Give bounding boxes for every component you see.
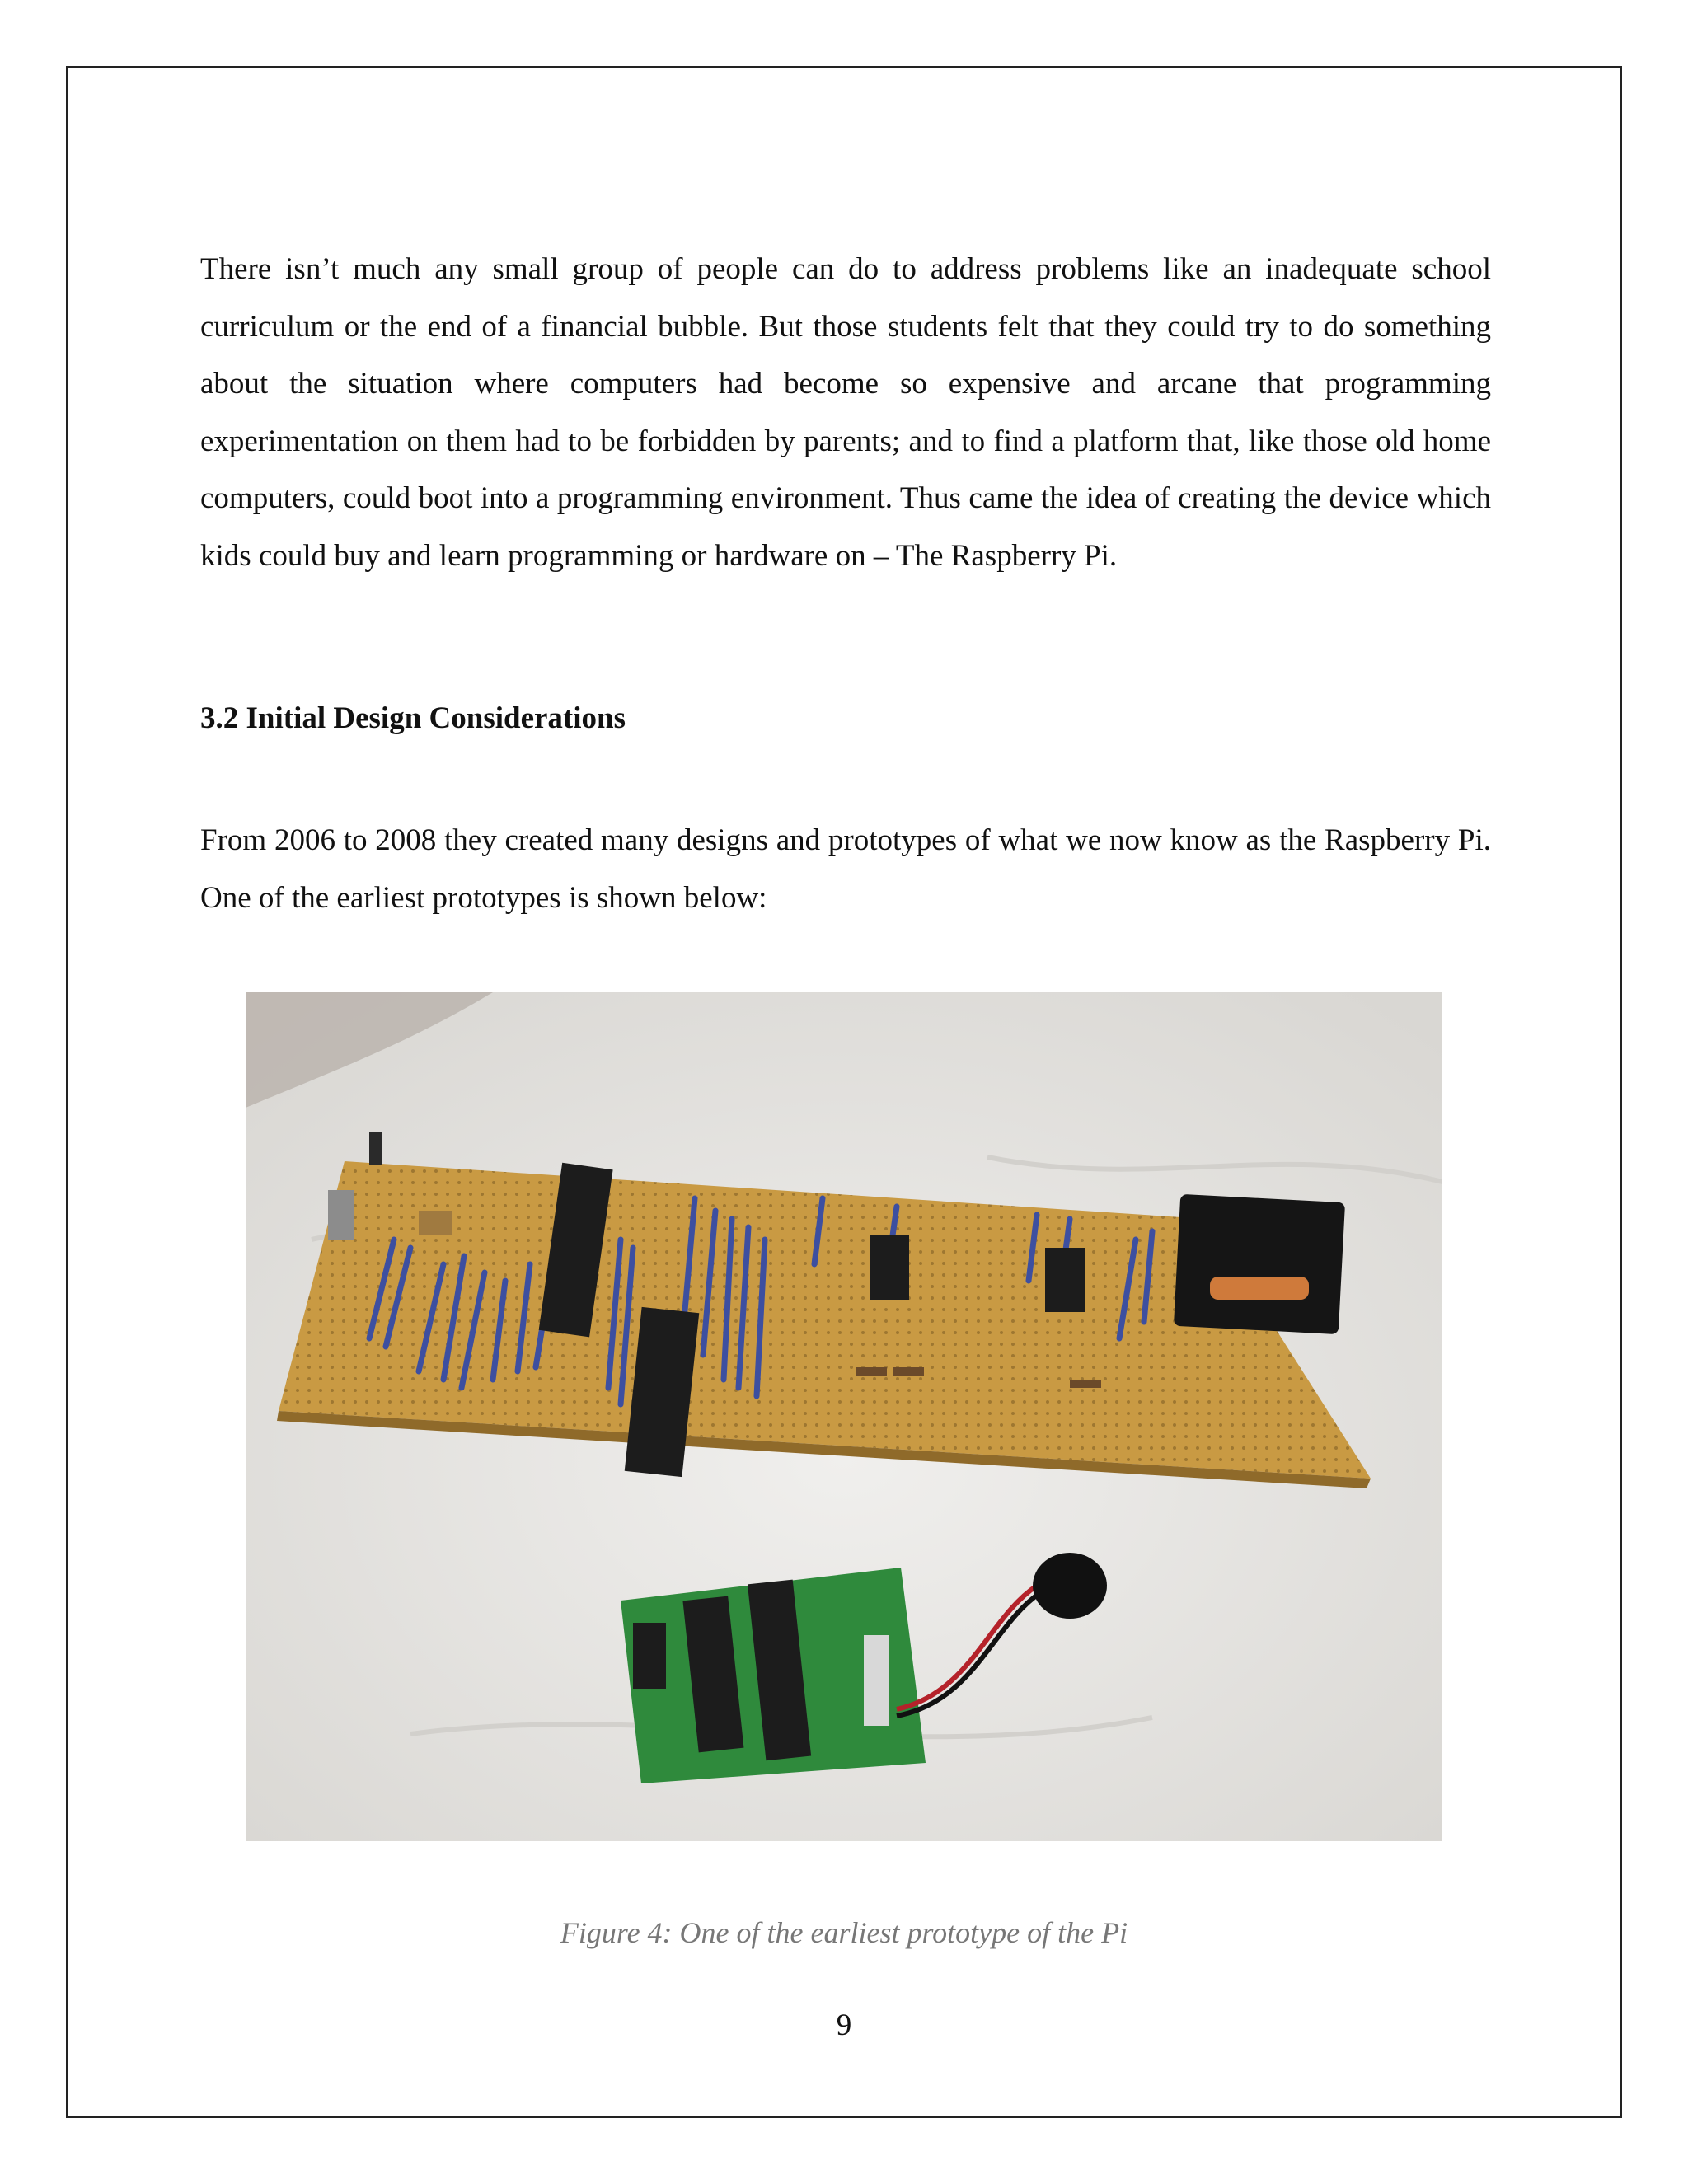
pcb-header	[864, 1635, 889, 1726]
page-number: 9	[836, 2008, 852, 2042]
section-heading: 3.2 Initial Design Considerations	[200, 701, 626, 735]
prototype-photo-illustration	[246, 992, 1442, 1841]
chip-4	[1045, 1248, 1085, 1312]
battery-holder	[1174, 1194, 1345, 1334]
figure-caption: Figure 4: One of the earliest prototype of the Pi	[560, 1916, 1128, 1949]
capacitor	[369, 1132, 382, 1165]
battery	[1210, 1277, 1309, 1300]
piezo-buzzer	[1033, 1553, 1107, 1619]
connector	[328, 1190, 354, 1240]
body-paragraph-2: From 2006 to 2008 they created many designs and prototypes of what we now know as the Raspberry Pi. One of the earliest prototypes is shown below:	[200, 823, 1491, 915]
prototype-photo	[246, 992, 1442, 1841]
chip-3	[870, 1235, 909, 1300]
body-paragraph-1: There isn’t much any small group of people can do to address problems like an inadequate school curriculum or the end of a financial bubble. But those students felt that they could try to do something about the situation where computers had become so expensive and arcane that programming experimentation on them had to be forbidden by parents; and to find a platform that, like those old home computers, could boot into a programming environment. Thus came the idea of creating the device which kids could buy and learn programming or hardware on – The Raspberry Pi.	[200, 252, 1491, 573]
